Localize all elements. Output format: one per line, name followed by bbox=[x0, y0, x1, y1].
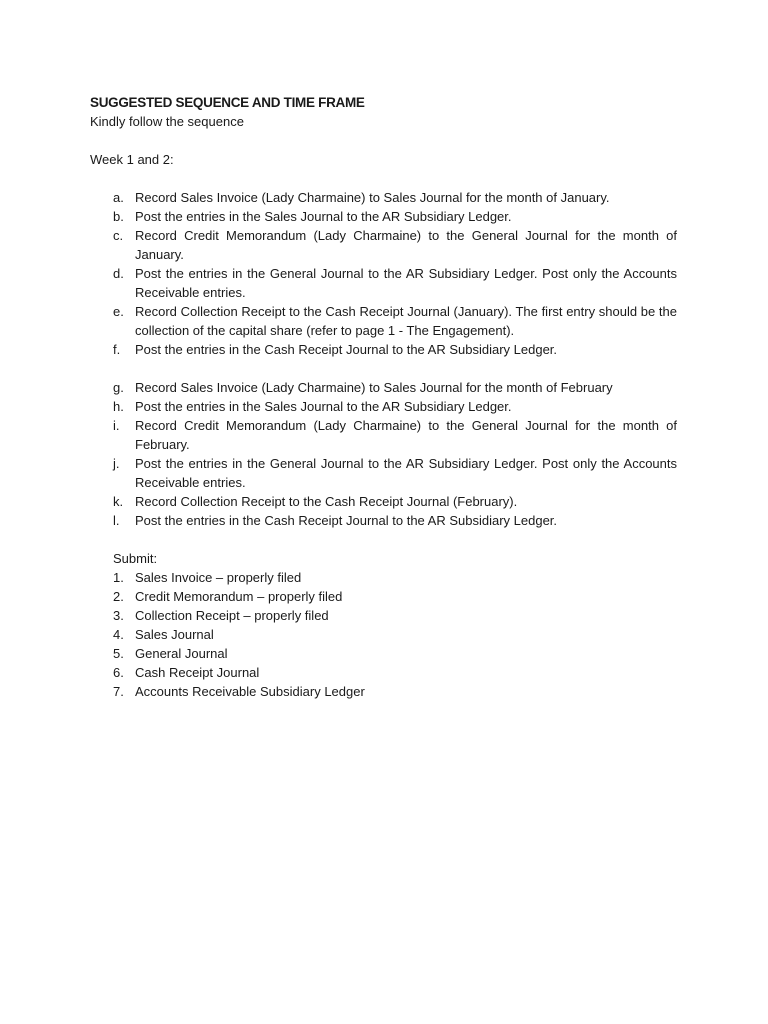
list-marker: i. bbox=[113, 418, 120, 433]
list-item-text: Record Credit Memorandum (Lady Charmaine) to the General Journal for the month of January. bbox=[135, 228, 677, 262]
list-item bbox=[90, 644, 677, 663]
list-item bbox=[90, 454, 677, 492]
list-item-text: Sales Invoice – properly filed bbox=[135, 570, 302, 585]
list-item-text: Record Sales Invoice (Lady Charmaine) to Sales Journal for the month of January. bbox=[135, 190, 610, 205]
list-item bbox=[90, 587, 677, 606]
list-item-text: Cash Receipt Journal bbox=[135, 665, 260, 680]
list-item bbox=[90, 416, 677, 454]
list-item-text: Post the entries in the Sales Journal to the AR Subsidiary Ledger. bbox=[135, 209, 512, 224]
list-marker: h. bbox=[113, 399, 124, 414]
list-item bbox=[90, 264, 677, 302]
list-marker: 6. bbox=[113, 665, 124, 680]
list-item-text: Post the entries in the General Journal to the AR Subsidiary Ledger. Post only the Accounts Receivable entries. bbox=[135, 266, 677, 300]
list-item bbox=[90, 568, 677, 587]
list-item-text: Record Collection Receipt to the Cash Receipt Journal (January). The first entry should be the collection of the capital share (refer to page 1 - The Engagement). bbox=[135, 304, 677, 338]
week-heading: Week 1 and 2: bbox=[90, 152, 174, 167]
list-marker: d. bbox=[113, 266, 124, 281]
list-marker: c. bbox=[113, 228, 124, 243]
list-item bbox=[90, 378, 677, 397]
list-item-text: Post the entries in the General Journal to the AR Subsidiary Ledger. Post only the Accounts Receivable entries. bbox=[135, 456, 677, 490]
list-marker: 7. bbox=[113, 684, 124, 699]
list-item bbox=[90, 302, 677, 340]
document-title: SUGGESTED SEQUENCE AND TIME FRAME bbox=[90, 95, 365, 110]
list-item-text: Record Collection Receipt to the Cash Receipt Journal (February). bbox=[135, 494, 518, 509]
list-item-text: Post the entries in the Cash Receipt Journal to the AR Subsidiary Ledger. bbox=[135, 342, 558, 357]
list-item-text: Record Credit Memorandum (Lady Charmaine) to the General Journal for the month of February. bbox=[135, 418, 677, 452]
list-item bbox=[90, 397, 677, 416]
submit-section bbox=[90, 549, 677, 701]
list-item bbox=[90, 625, 677, 644]
list-item bbox=[90, 492, 677, 511]
list-marker: 4. bbox=[113, 627, 124, 642]
submit-list bbox=[90, 568, 677, 701]
list-marker: k. bbox=[113, 494, 124, 509]
list-item-text: Credit Memorandum – properly filed bbox=[135, 589, 343, 604]
list-item bbox=[90, 682, 677, 701]
document-subtitle: Kindly follow the sequence bbox=[90, 114, 244, 129]
list-marker: j. bbox=[113, 456, 120, 471]
list-marker: 1. bbox=[113, 570, 124, 585]
list-marker: b. bbox=[113, 209, 124, 224]
list-marker: 3. bbox=[113, 608, 124, 623]
list-item-text: Collection Receipt – properly filed bbox=[135, 608, 329, 623]
list-item bbox=[90, 606, 677, 625]
list-item bbox=[90, 340, 677, 359]
list-marker: 5. bbox=[113, 646, 124, 661]
submit-label: Submit: bbox=[113, 551, 158, 566]
list-item-text: Accounts Receivable Subsidiary Ledger bbox=[135, 684, 365, 699]
document-page bbox=[90, 93, 677, 701]
list-item-text: Post the entries in the Sales Journal to the AR Subsidiary Ledger. bbox=[135, 399, 512, 414]
list-marker: a. bbox=[113, 190, 124, 205]
list-marker: g. bbox=[113, 380, 124, 395]
list-item bbox=[90, 188, 677, 207]
list-marker: e. bbox=[113, 304, 124, 319]
list-marker: 2. bbox=[113, 589, 124, 604]
list-item bbox=[90, 207, 677, 226]
list-item-text: Post the entries in the Cash Receipt Journal to the AR Subsidiary Ledger. bbox=[135, 513, 558, 528]
list-item bbox=[90, 511, 677, 530]
list-item-text: General Journal bbox=[135, 646, 228, 661]
steps-february-list bbox=[90, 378, 677, 530]
list-item bbox=[90, 663, 677, 682]
list-item bbox=[90, 226, 677, 264]
list-marker: l. bbox=[113, 513, 120, 528]
list-item-text: Sales Journal bbox=[135, 627, 214, 642]
steps-january-list bbox=[90, 188, 677, 359]
list-marker: f. bbox=[113, 342, 121, 357]
list-item-text: Record Sales Invoice (Lady Charmaine) to Sales Journal for the month of February bbox=[135, 380, 613, 395]
